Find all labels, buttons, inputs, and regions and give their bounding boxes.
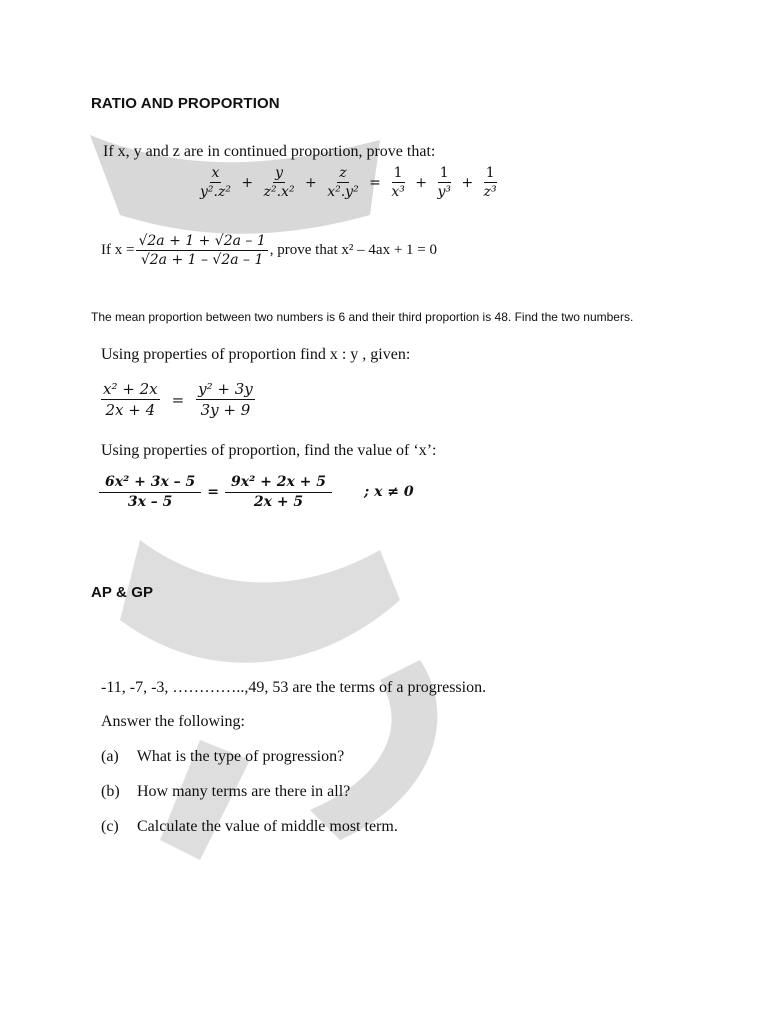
- question-6-item-c: [101, 818, 398, 836]
- question-3-text: The mean proportion between two numbers is 6 and their third proportion is 48. Find the two numbers.: [91, 310, 634, 324]
- question-5-equation: $\frac{\text{6x² + 3x – 5}}{3x - 5}$ = $\frac{\text{9x² + 2x + 5}}{2x + 5}$ ; x ≠ 0: [97, 474, 414, 510]
- item-text: What is the type of progression?: [136, 748, 345, 765]
- question-2-prefix: If x =: [101, 242, 135, 258]
- question-4-lhs-numerator: x² + 2x: [103, 380, 158, 398]
- question-5-lhs-numerator: 6x² + 3x – 5: [99, 474, 201, 493]
- section-heading-apgp: AP & GP: [91, 584, 154, 601]
- question-4-rhs-numerator: y² + 3y: [198, 380, 253, 398]
- question-4-equation: $\frac{\text{x² + 2x}}{2x + 4}$ = $\frac{\text{y² + 3y}}{3y + 9}$: [103, 380, 253, 419]
- question-6-text: -11, -7, -3, …………..,49, 53 are the terms of a progression.: [101, 679, 487, 696]
- section-heading-ratio: RATIO AND PROPORTION: [91, 95, 280, 112]
- question-2-suffix: , prove that x² – 4ax + 1 = 0: [269, 242, 438, 258]
- question-4-text: Using properties of proportion find x : y , given:: [101, 346, 411, 363]
- question-5-rhs-denominator: 2x + 5: [253, 494, 304, 510]
- question-1-equation: $\frac{x}{\text{y².z²}}$ + $\frac{y}{\text{z².x²}}$ + $\frac{z}{\text{x².y²}}$ = $\frac{1}{\text{x³}}$ + $\frac{1}{\text{y³}}$ + $\frac{1}{\text{z³}}$: [200, 165, 497, 200]
- question-2-equation: [101, 233, 437, 268]
- item-label: (b): [101, 783, 120, 800]
- question-5-text: Using properties of proportion, find the value of ‘x’:: [101, 442, 437, 459]
- question-6-item-b: [101, 783, 350, 801]
- question-5-lhs-denominator: 3x – 5: [127, 494, 173, 510]
- item-label: (a): [101, 748, 119, 765]
- question-2-denominator: √2a + 1 – √2a – 1: [140, 252, 264, 268]
- question-4-rhs-denominator: 3y + 9: [200, 401, 251, 419]
- question-5-condition: ; x ≠ 0: [364, 484, 414, 500]
- question-1-text: If x, y and z are in continued proportion, prove that:: [103, 143, 436, 160]
- question-6-item-a: [101, 748, 344, 766]
- item-text: How many terms are there in all?: [137, 783, 351, 800]
- question-5-rhs-numerator: 9x² + 2x + 5: [225, 474, 332, 493]
- question-2-numerator: √2a + 1 + √2a – 1: [138, 233, 266, 249]
- item-label: (c): [101, 818, 119, 835]
- question-4-lhs-denominator: 2x + 4: [105, 401, 156, 419]
- question-6-instruction: Answer the following:: [101, 713, 245, 730]
- item-text: Calculate the value of middle most term.: [137, 818, 398, 835]
